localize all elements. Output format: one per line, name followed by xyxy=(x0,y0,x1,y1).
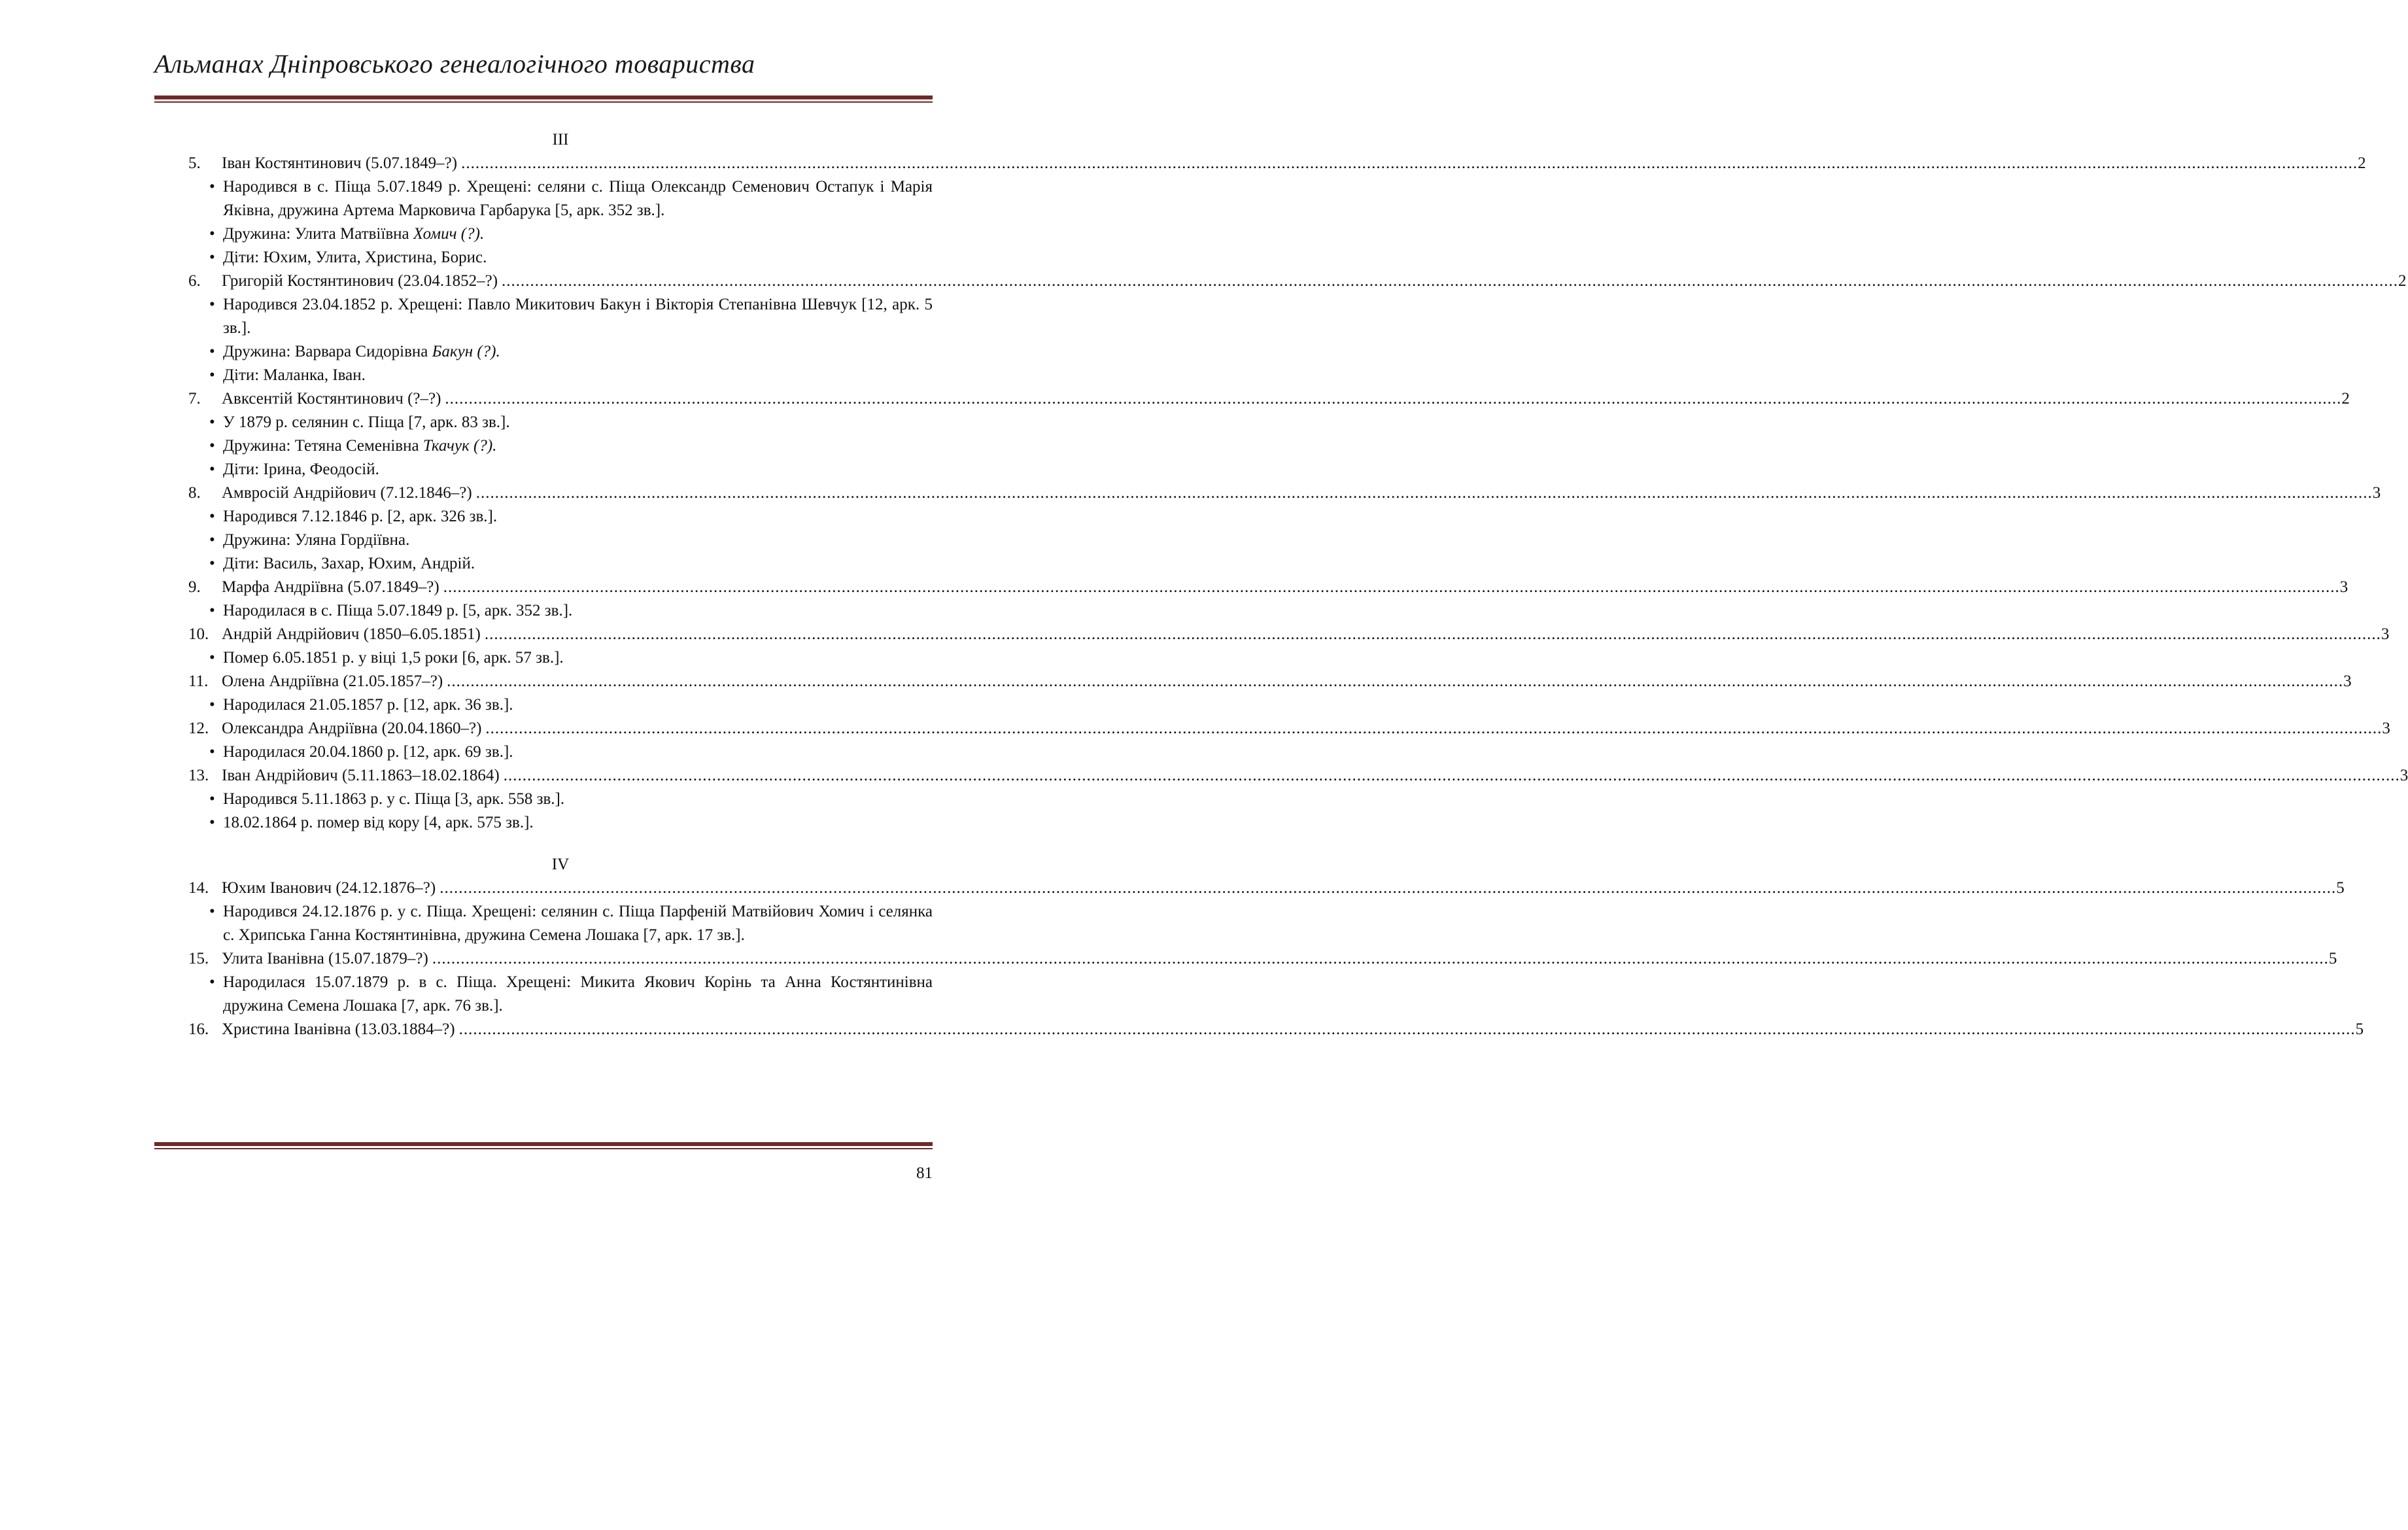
entry-details xyxy=(188,599,933,623)
entry-page-number: 5 xyxy=(2336,879,2345,897)
entry-number: 15. xyxy=(188,950,209,967)
entry-name: Іван Андрійович (5.11.1863–18.02.1864) xyxy=(222,767,500,784)
detail-text: Діти: Василь, Захар, Юхим, Андрій. xyxy=(223,555,475,572)
entry-page-number: 2 xyxy=(2341,390,2350,408)
entry-number: 9. xyxy=(188,578,201,596)
dot-leader: ................................................................................................................................................................................................................................................................................................................................................................................................................ xyxy=(432,950,2329,967)
entry-details xyxy=(188,788,933,835)
entry-details xyxy=(188,411,933,481)
page-number: 81 xyxy=(916,1164,933,1182)
entry-number: 13. xyxy=(188,767,209,784)
header-rule xyxy=(154,96,933,103)
entry-number: 16. xyxy=(188,1020,209,1038)
dot-leader: ................................................................................................................................................................................................................................................................................................................................................................................................................ xyxy=(502,272,2399,290)
detail-item xyxy=(209,222,933,246)
toc-entry xyxy=(188,152,2366,175)
entry-name: Олександра Андріївна (20.04.1860–?) xyxy=(222,720,482,737)
entry-details xyxy=(188,175,933,269)
detail-text: Діти: Ірина, Феодосій. xyxy=(223,461,379,478)
section-heading: III xyxy=(552,131,569,148)
toc-entry xyxy=(188,1018,2364,1041)
entry-page-number: 3 xyxy=(2343,672,2352,690)
detail-text: Дружина: Варвара Сидорівна xyxy=(223,343,432,360)
dot-leader: ................................................................................................................................................................................................................................................................................................................................................................................................................ xyxy=(458,1020,2356,1038)
entry-number: 7. xyxy=(188,390,201,408)
dot-leader: ................................................................................................................................................................................................................................................................................................................................................................................................................ xyxy=(503,767,2400,784)
detail-item xyxy=(209,458,933,481)
detail-item xyxy=(209,811,933,835)
entry-name: Христина Іванівна (13.03.1884–?) xyxy=(222,1020,455,1038)
entry-page-number: 3 xyxy=(2381,625,2390,643)
entry-name: Улита Іванівна (15.07.1879–?) xyxy=(222,950,428,967)
entry-name: Юхим Іванович (24.12.1876–?) xyxy=(222,879,436,897)
detail-text: Діти: Юхим, Улита, Христина, Борис. xyxy=(223,249,487,266)
entry-name: Амвросій Андрійович (7.12.1846–?) xyxy=(222,484,472,502)
toc-entry xyxy=(188,947,2337,971)
toc-entry xyxy=(188,269,2407,293)
toc-entry xyxy=(188,717,2390,740)
toc-entry xyxy=(188,623,2390,646)
entry-number: 11. xyxy=(188,672,209,690)
entry-number: 8. xyxy=(188,484,201,502)
detail-text: Народилася 15.07.1879 р. в с. Піща. Хрещені: Микита Якович Корінь та Анна Костянтинівна дружина Семена Лошака [7, арк. 76 зв.]. xyxy=(223,973,933,1015)
entry-number: 6. xyxy=(188,272,201,290)
dot-leader: ................................................................................................................................................................................................................................................................................................................................................................................................................ xyxy=(485,720,2382,737)
entry-name: Андрій Андрійович (1850–6.05.1851) xyxy=(222,625,481,643)
toc-content xyxy=(188,128,2408,1041)
detail-item xyxy=(209,340,933,364)
dot-leader: ................................................................................................................................................................................................................................................................................................................................................................................................................ xyxy=(447,672,2344,690)
entry-details xyxy=(188,971,933,1018)
dot-leader: ................................................................................................................................................................................................................................................................................................................................................................................................................ xyxy=(475,484,2373,502)
detail-text: Народилася в с. Піща 5.07.1849 р. [5, арк. 352 зв.]. xyxy=(223,602,573,619)
detail-item xyxy=(209,552,933,576)
entry-page-number: 2 xyxy=(2358,154,2366,172)
detail-text: Народився 24.12.1876 р. у с. Піща. Хрещені: селянин с. Піща Парфеній Матвійович Хомич і селянка с. Хрипська Ганна Костянтинівна, дружина Семена Лошака [7, арк. 17 зв.]. xyxy=(223,903,933,944)
dot-leader: ................................................................................................................................................................................................................................................................................................................................................................................................................ xyxy=(484,625,2381,643)
detail-text: 18.02.1864 р. помер від кору [4, арк. 575 зв.]. xyxy=(223,814,534,831)
detail-surname: Ткачук (?). xyxy=(422,437,497,455)
entry-number: 10. xyxy=(188,625,209,643)
detail-text: Народився 23.04.1852 р. Хрещені: Павло Микитович Бакун і Вікторія Степанівна Шевчук [12, арк. 5 зв.]. xyxy=(223,296,933,337)
detail-surname: Хомич (?). xyxy=(413,225,485,243)
detail-item xyxy=(209,693,933,717)
entry-page-number: 3 xyxy=(2399,767,2408,784)
dot-leader: ................................................................................................................................................................................................................................................................................................................................................................................................................ xyxy=(439,879,2337,897)
detail-text: Народився 5.11.1863 р. у с. Піща [3, арк. 558 зв.]. xyxy=(223,790,565,808)
detail-text: Народився в с. Піща 5.07.1849 р. Хрещені: селяни с. Піща Олександр Семенович Остапук і Марія Яківна, дружина Артема Марковича Гарбарука [5, арк. 352 зв.]. xyxy=(223,178,933,219)
entry-name: Григорій Костянтинович (23.04.1852–?) xyxy=(222,272,498,290)
detail-item xyxy=(209,529,933,552)
entry-details xyxy=(188,293,933,387)
toc-entry xyxy=(188,877,2345,900)
entry-details xyxy=(188,505,933,576)
detail-text: Діти: Маланка, Іван. xyxy=(223,366,366,384)
entry-details xyxy=(188,646,933,670)
entry-page-number: 5 xyxy=(2328,950,2337,967)
toc-entry xyxy=(188,764,2408,788)
entry-details xyxy=(188,740,933,764)
toc-entry xyxy=(188,481,2381,505)
entry-number: 12. xyxy=(188,720,209,737)
toc-entry xyxy=(188,670,2352,693)
dot-leader: ................................................................................................................................................................................................................................................................................................................................................................................................................ xyxy=(445,390,2342,408)
detail-item xyxy=(209,246,933,269)
detail-item xyxy=(209,434,933,458)
entry-name: Олена Андріївна (21.05.1857–?) xyxy=(222,672,443,690)
entry-name: Марфа Андріївна (5.07.1849–?) xyxy=(222,578,439,596)
detail-item xyxy=(209,900,933,947)
section-heading: IV xyxy=(551,856,570,873)
detail-item xyxy=(209,740,933,764)
entry-page-number: 3 xyxy=(2372,484,2381,502)
entry-number: 14. xyxy=(188,879,209,897)
detail-item xyxy=(209,175,933,222)
detail-text: Народився 7.12.1846 р. [2, арк. 326 зв.]. xyxy=(223,508,498,525)
entry-details xyxy=(188,693,933,717)
toc-entry xyxy=(188,387,2350,411)
detail-item xyxy=(209,788,933,811)
detail-text: Народилася 20.04.1860 р. [12, арк. 69 зв.]. xyxy=(223,743,513,761)
detail-text: Дружина: Тетяна Семенівна xyxy=(223,437,423,455)
dot-leader: ................................................................................................................................................................................................................................................................................................................................................................................................................ xyxy=(461,154,2358,172)
entry-page-number: 5 xyxy=(2355,1020,2364,1038)
detail-item xyxy=(209,971,933,1018)
entry-name: Авксентій Костянтинович (?–?) xyxy=(222,390,441,408)
detail-text: Дружина: Улита Матвіївна xyxy=(223,225,413,243)
toc-entry xyxy=(188,576,2348,599)
entry-details xyxy=(188,900,933,947)
detail-text: У 1879 р. селянин с. Піща [7, арк. 83 зв.]. xyxy=(223,413,510,431)
detail-text: Дружина: Уляна Гордіївна. xyxy=(223,531,410,549)
entry-number: 5. xyxy=(188,154,201,172)
detail-item xyxy=(209,599,933,623)
detail-item xyxy=(209,646,933,670)
entry-page-number: 3 xyxy=(2382,720,2390,737)
detail-text: Народилася 21.05.1857 р. [12, арк. 36 зв.]. xyxy=(223,696,513,714)
entry-page-number: 3 xyxy=(2339,578,2348,596)
detail-item xyxy=(209,411,933,434)
detail-item xyxy=(209,505,933,529)
detail-item xyxy=(209,293,933,340)
entry-name: Іван Костянтинович (5.07.1849–?) xyxy=(222,154,458,172)
detail-item xyxy=(209,364,933,387)
detail-text: Помер 6.05.1851 р. у віці 1,5 роки [6, арк. 57 зв.]. xyxy=(223,649,564,667)
footer-rule xyxy=(154,1142,933,1149)
dot-leader: ................................................................................................................................................................................................................................................................................................................................................................................................................ xyxy=(443,578,2340,596)
entry-page-number: 2 xyxy=(2398,272,2407,290)
page-header-title: Альманах Дніпровського генеалогічного товариства xyxy=(154,49,755,78)
detail-surname: Бакун (?). xyxy=(432,343,500,360)
